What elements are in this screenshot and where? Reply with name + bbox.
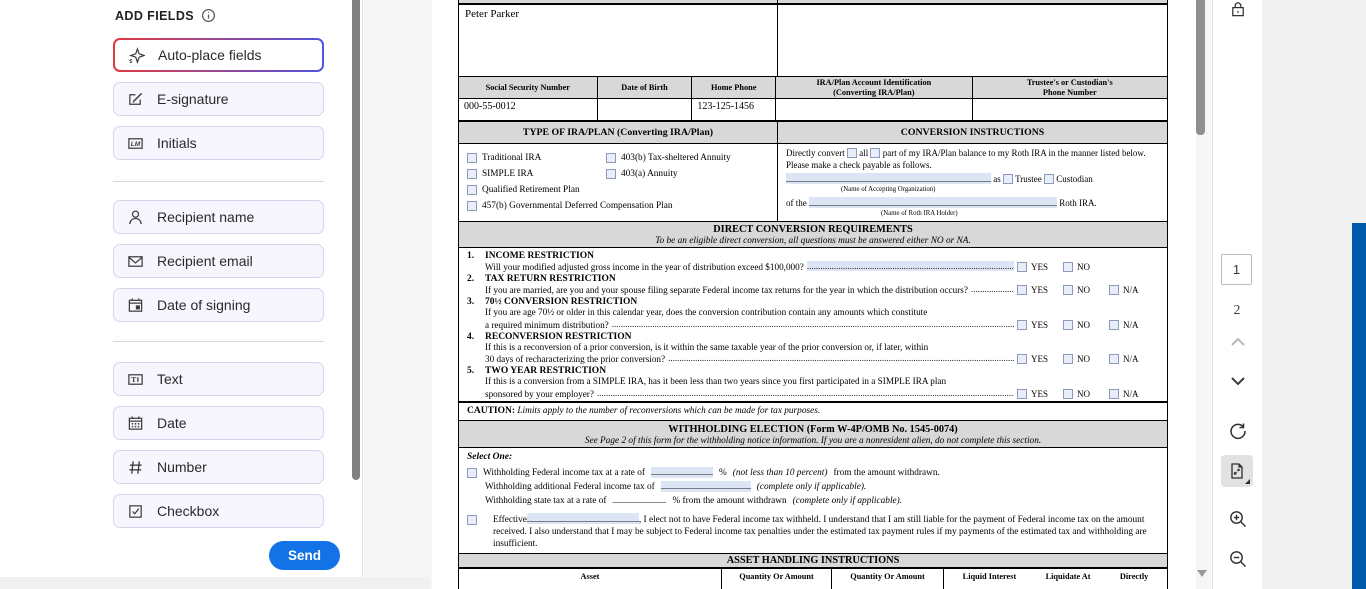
field-caption: (Name of Accepting Organization) [841, 186, 936, 194]
name-cell: Peter Parker [459, 5, 778, 76]
type-section-title: TYPE OF IRA/PLAN (Converting IRA/Plan) [459, 122, 778, 143]
form-checkbox [1063, 262, 1073, 272]
dob-value [598, 99, 693, 120]
withholding-band: WITHHOLDING ELECTION (Form W-4P/OMB No. 1545-0074) See Page 2 of this form for the withholding notice information. If you are a nonresident alien, do not complete this section. [459, 420, 1167, 448]
tool-label: Checkbox [157, 503, 220, 519]
tool-label: Number [157, 459, 207, 475]
tool-label: Recipient email [157, 253, 253, 269]
form-checkbox [870, 148, 880, 158]
tool-label: Recipient name [157, 209, 255, 225]
date-of-signing-button[interactable] [113, 288, 324, 322]
form-checkbox [467, 153, 477, 163]
zoom-in-icon[interactable] [1228, 509, 1248, 529]
send-button[interactable]: Send [269, 541, 340, 570]
sidebar-heading: ADD FIELDS [115, 8, 194, 23]
initials-button[interactable] [113, 126, 324, 160]
scroll-down-arrow[interactable] [1197, 570, 1207, 577]
col-header: Quantity Or Amount [832, 569, 944, 589]
form-checkbox [1109, 354, 1119, 364]
col-header: Social Security Number [485, 82, 570, 92]
fit-page-button[interactable] [1221, 455, 1253, 487]
form-checkbox [1017, 262, 1027, 272]
envelope-icon [127, 253, 144, 270]
form-checkbox [1063, 320, 1073, 330]
rotate-icon[interactable] [1228, 421, 1248, 441]
question-4: 4. RECONVERSION RESTRICTION If this is a reconversion of a prior conversion, is it within the same taxable year of the prior conversion or, if later, within 30 days of recharacterizing the prior conversion? ..... YES NO N/A [459, 332, 1167, 365]
calendar-signing-icon [127, 297, 144, 314]
e-signature-button[interactable] [113, 82, 324, 116]
form-checkbox [1109, 389, 1119, 399]
form-checkbox [1109, 320, 1119, 330]
form-checkbox [606, 153, 616, 163]
sidebar-scrollbar[interactable] [352, 0, 360, 480]
select-one-label: Select One: [467, 451, 513, 462]
form-checkbox [1003, 174, 1013, 184]
questions-section [459, 248, 1167, 402]
person-icon [127, 209, 144, 226]
form-checkbox [847, 148, 857, 158]
checkbox-field-button[interactable] [113, 494, 324, 528]
asset-table-header [459, 568, 1167, 589]
checkbox-item: 403(a) Annuity [606, 169, 731, 179]
form-checkbox [1063, 285, 1073, 295]
form-checkbox [467, 515, 477, 525]
form-checkbox [1017, 389, 1027, 399]
question-3: 3. 70½ CONVERSION RESTRICTION If you are age 70½ or older in this calendar year, does the conversion contribution contain any amounts which constitute a required minimum distribution? ..... YES NO N/A [459, 297, 1167, 330]
checkbox-item: Qualified Retirement Plan [467, 185, 673, 195]
col-header: Home Phone [711, 82, 757, 92]
fit-page-icon [1228, 462, 1246, 480]
state-rate-blank [612, 495, 666, 506]
clipped-header-row [459, 0, 1167, 5]
page-down-icon[interactable] [1230, 376, 1246, 386]
signature-pen-icon [127, 91, 144, 108]
question-1: 1. INCOME RESTRICTION Will your modified adjusted gross income in the year of distribution exceed $100,000? ..... YES NO [459, 251, 1167, 272]
roth-holder-field[interactable] [809, 197, 1057, 208]
current-page-input[interactable]: 1 [1221, 254, 1252, 285]
form-checkbox [1109, 285, 1119, 295]
trustee-phone-value [973, 99, 1167, 120]
initials-box-icon [127, 135, 144, 152]
right-panel-background [1262, 0, 1366, 589]
tool-label: Date [157, 415, 187, 431]
calendar-icon [127, 415, 144, 432]
document-scrollbar[interactable] [1196, 0, 1205, 135]
section-title-row [459, 122, 1167, 144]
dropdown-corner-indicator [1245, 479, 1250, 484]
checkbox-icon [127, 503, 144, 520]
form-checkbox [467, 468, 477, 478]
tool-label: Date of signing [157, 297, 251, 313]
direct-conversion-band: DIRECT CONVERSION REQUIREMENTS To be an eligible direct conversion, all questions must be answered either NO or NA. [459, 222, 1167, 248]
col-header: Asset [459, 569, 722, 589]
name-row [459, 5, 1167, 77]
ira-id-value [776, 99, 972, 120]
form-checkbox [1017, 320, 1027, 330]
col-header: IRA/Plan Account Identification [816, 77, 932, 87]
detected-field-highlight[interactable] [807, 261, 1014, 271]
asset-handling-band: ASSET HANDLING INSTRUCTIONS [459, 553, 1167, 568]
type-of-ira-cell [459, 144, 778, 221]
recipient-email-button[interactable] [113, 244, 324, 278]
tool-label: Initials [157, 135, 197, 151]
tool-label: Auto-place fields [158, 47, 262, 63]
form-checkbox [1044, 174, 1054, 184]
app-background-strip [0, 577, 430, 589]
text-field-icon [127, 371, 144, 388]
page-up-icon[interactable] [1230, 337, 1246, 347]
add-fields-sidebar [0, 0, 363, 577]
col-header: Liquid Interest Liquidate At Directly [962, 571, 1149, 581]
col-header: Quantity Or Amount [722, 569, 832, 589]
checkbox-item: SIMPLE IRA [467, 169, 673, 179]
checkbox-item: 457(b) Governmental Deferred Compensation Plan [467, 201, 673, 211]
question-2: 2. TAX RETURN RESTRICTION If you are married, are you and your spouse filing separate Federal income tax returns for the year in which the distribution occurs? ..... YES NO N/A [459, 274, 1167, 295]
withholding-option-2: Withholding additional Federal income tax of _____ (complete only if applicable). [485, 481, 1167, 492]
recipient-name-button[interactable] [113, 200, 324, 234]
zoom-out-icon[interactable] [1228, 549, 1248, 569]
ssn-value: 000-55-0012 [459, 99, 598, 120]
withholding-option-1: Withholding Federal income tax at a rate of _____ % (not less than 10 percent) from the amount withdrawn. [467, 467, 1167, 478]
page-controls-rail [1212, 0, 1262, 589]
tool-label: Text [157, 371, 183, 387]
withholding-option-4: Effective _____ , I elect not to have Federal income tax withheld. I understand that I am still liable for the payment of Federal income tax on the amount received. I also understand that I may be subject to Federal income tax penalties under the estimated tax payment rules if my payments of the estimated tax and withholding are insufficient. [459, 509, 1167, 553]
form-checkbox [467, 201, 477, 211]
form-checkbox [467, 169, 477, 179]
field-caption: (Name of Roth IRA Holder) [881, 209, 958, 217]
withholding-option-3: Withholding state tax at a rate of _____ % from the amount withdrawn (complete only if applicable). [485, 495, 1167, 506]
auto-place-fields-button[interactable] [113, 38, 324, 72]
svg-text:T: T [131, 374, 137, 384]
federal-rate-field[interactable] [651, 467, 713, 478]
form-checkbox [467, 185, 477, 195]
date-field-button[interactable] [113, 406, 324, 440]
hash-icon [127, 459, 144, 476]
id-table-values [459, 99, 1167, 122]
form-checkbox [1017, 285, 1027, 295]
blue-panel-edge [1352, 223, 1366, 589]
form-checkbox [1063, 354, 1073, 364]
empty-cell [778, 5, 1167, 76]
checkbox-item: Traditional IRA [467, 153, 673, 163]
conversion-instructions-cell: Directly convert all part of my IRA/Plan balance to my Roth IRA in the manner listed below. Please make a check payable as follows. _____ as Trustee Custodian (Name of Accepting Organization) of the _____ Roth IRA. (Name of Roth IRA Holder) [778, 144, 1167, 221]
page-two-label[interactable]: 2 [1233, 302, 1241, 317]
additional-federal-field[interactable] [661, 481, 751, 492]
number-field-button[interactable] [113, 450, 324, 484]
form-checkbox [1017, 354, 1027, 364]
caution-note: CAUTION: Limits apply to the number of reconversions which can be made for tax purposes. [459, 402, 1167, 420]
svg-text:LM: LM [130, 140, 141, 148]
text-field-button[interactable] [113, 362, 324, 396]
tool-label: E-signature [157, 91, 229, 107]
accepting-org-field[interactable] [786, 173, 991, 184]
lock-icon[interactable] [1229, 1, 1246, 18]
conversion-section-title: CONVERSION INSTRUCTIONS [900, 127, 1045, 138]
form-checkbox [1063, 389, 1073, 399]
sidebar-divider [113, 181, 324, 182]
home-phone-value: 123-125-1456 [692, 99, 776, 120]
col-header: Trustee's or Custodian's [1026, 77, 1113, 87]
ira-conversion-form[interactable] [458, 0, 1168, 589]
id-table-header: Social Security Number Date of Birth Home Phone IRA/Plan Account Identification (Converting IRA/Plan) Trustee's or Custodian's Phone Number [459, 77, 1167, 99]
checkbox-item: 403(b) Tax-sheltered Annuity [606, 153, 731, 163]
question-5: 5. TWO YEAR RESTRICTION If this is a conversion from a SIMPLE IRA, has it been less than two years since you first participated in a SIMPLE IRA plan sponsored by your employer? ..... YES NO N/A [459, 366, 1167, 399]
sidebar-divider [113, 341, 324, 342]
type-conversion-row [459, 144, 1167, 222]
auto-place-icon [128, 47, 145, 64]
effective-date-field[interactable] [527, 513, 639, 524]
col-header: Date of Birth [621, 82, 668, 92]
info-icon[interactable] [201, 8, 216, 23]
form-checkbox [606, 169, 616, 179]
